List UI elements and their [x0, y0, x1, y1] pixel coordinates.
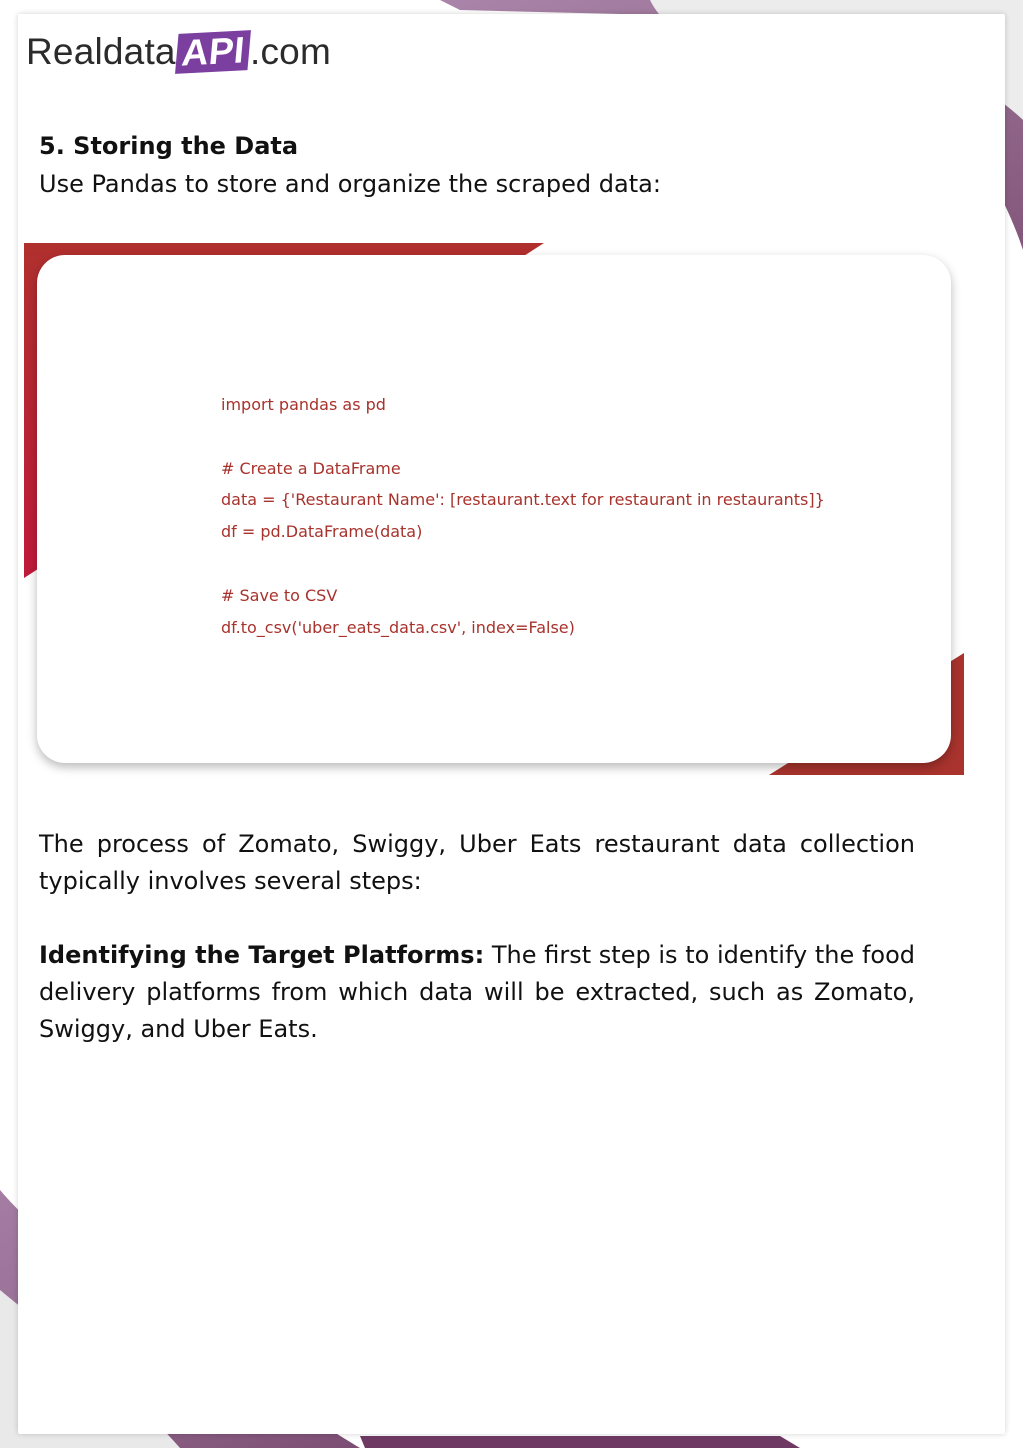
code-line: data = {'Restaurant Name': [restaurant.text for restaurant in restaurants]} [221, 490, 825, 510]
step-lead: Identifying the Target Platforms: [39, 941, 485, 969]
code-snippet [221, 389, 825, 643]
process-paragraph: The process of Zomato, Swiggy, Uber Eats restaurant data collection typically involves several steps: [39, 830, 915, 895]
code-line: df.to_csv('uber_eats_data.csv', index=False) [221, 617, 575, 637]
code-line [221, 421, 825, 453]
code-line [221, 548, 825, 580]
step-paragraph [39, 937, 915, 1048]
code-line: import pandas as pd [221, 395, 386, 414]
logo-prefix: Realdata [26, 31, 176, 72]
section-heading: 5. Storing the Data [39, 132, 299, 160]
code-line: df = pd.DataFrame(data) [221, 522, 423, 542]
logo-highlight: API [175, 30, 251, 74]
code-line: # Save to CSV [221, 585, 338, 605]
section-intro: Use Pandas to store and organize the scraped data: [39, 170, 661, 198]
brand-logo [26, 27, 331, 77]
step-body: The first step is to identify the food delivery platforms from which data will be extracted, such as Zomato, Swiggy, and Uber Eats. [39, 941, 916, 1043]
code-line: # Create a DataFrame [221, 458, 401, 478]
logo-suffix: .com [250, 31, 331, 72]
